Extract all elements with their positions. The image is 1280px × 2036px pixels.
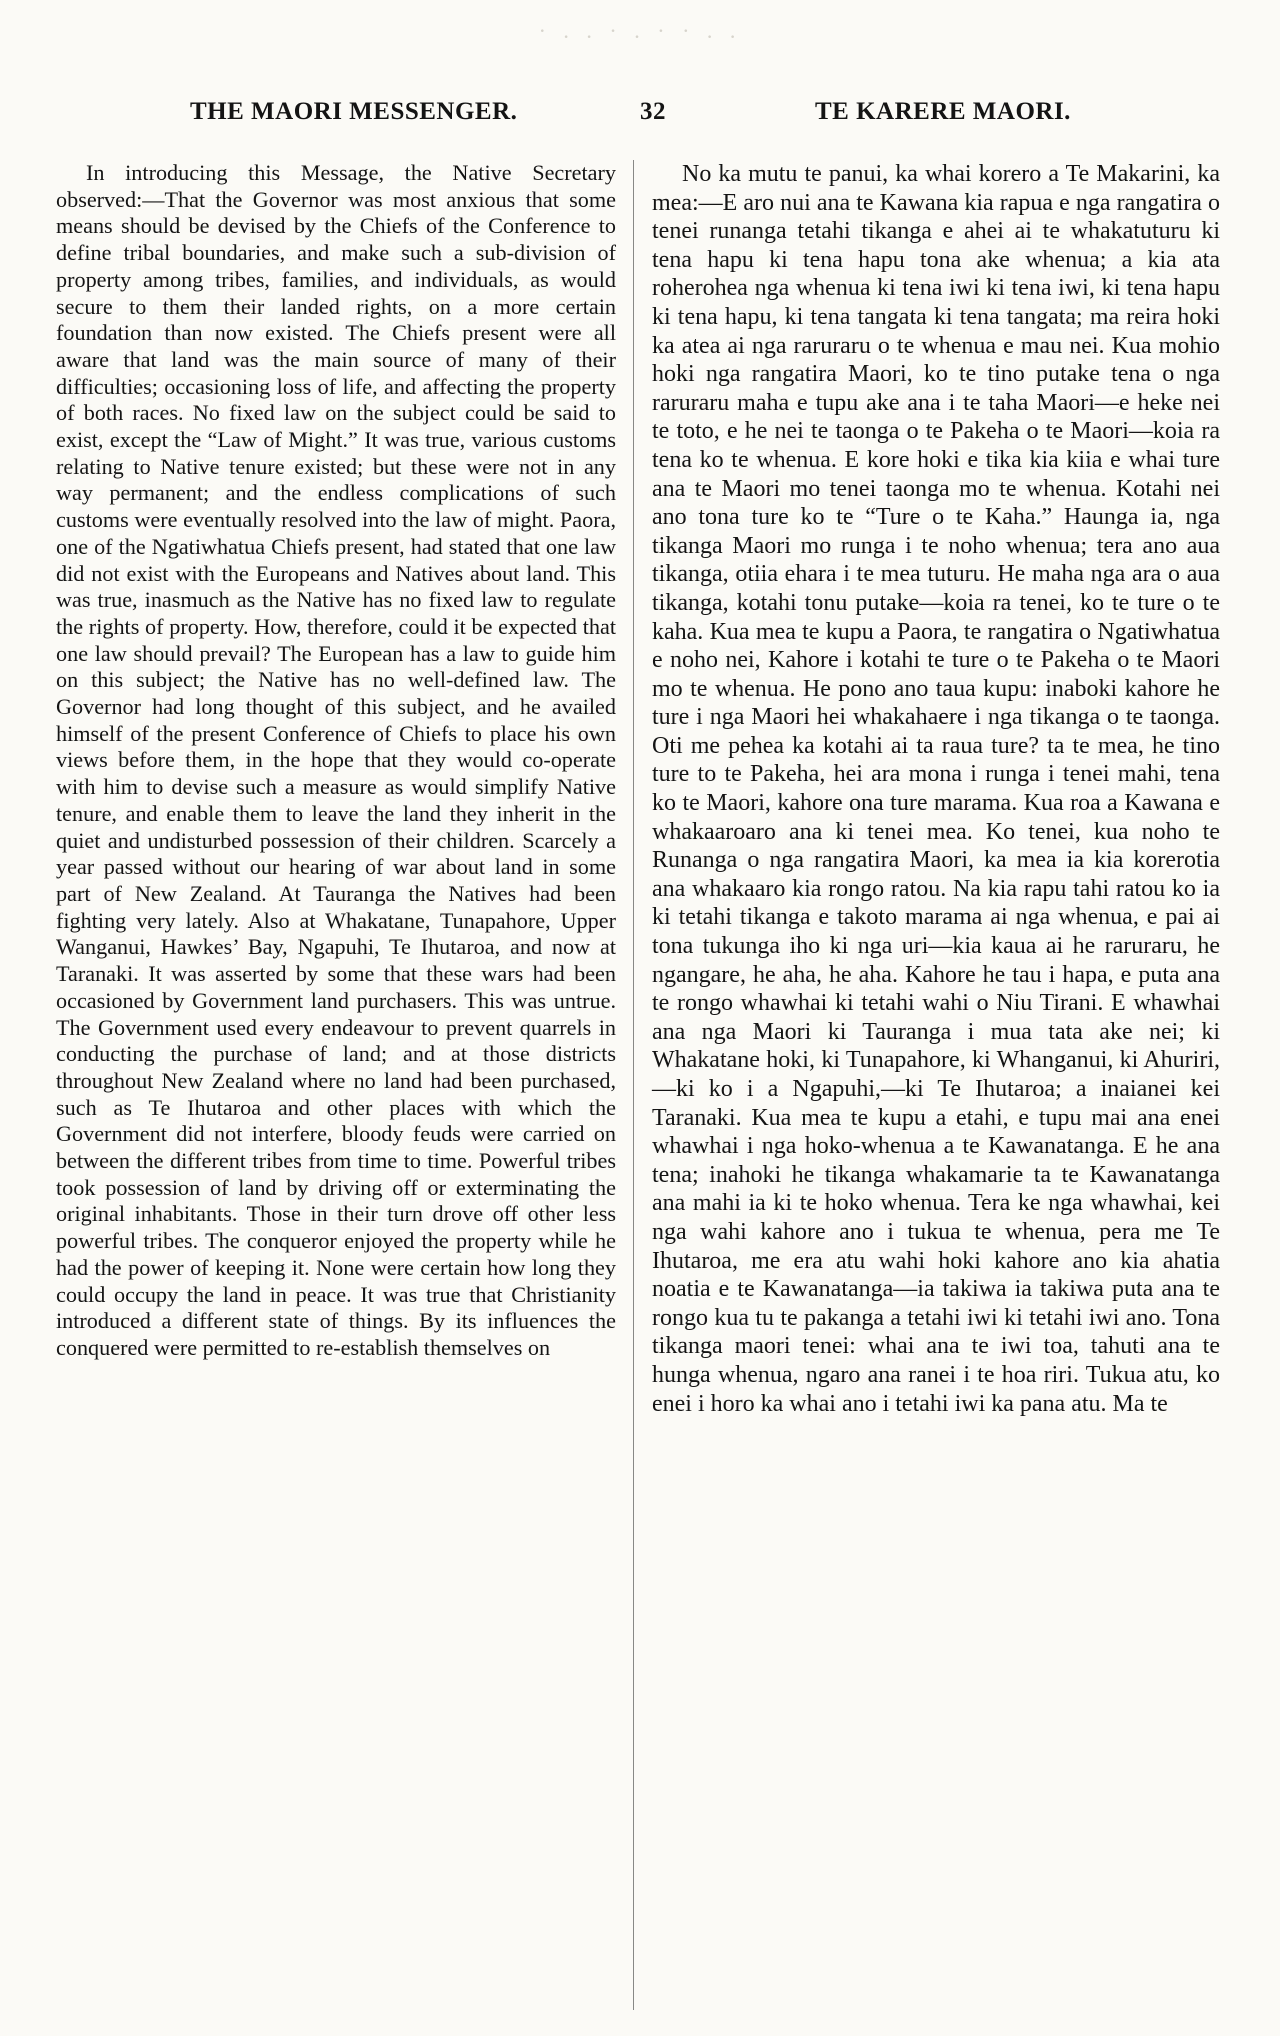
english-column [56,160,616,1362]
maori-masthead-title: TE KARERE MAORI. [815,98,1071,125]
column-divider [633,160,634,2010]
bleed-through-text: · . . · . · · . . [538,18,742,43]
english-masthead-title: THE MAORI MESSENGER. [190,98,518,125]
maori-paragraph: No ka mutu te panui, ka whai korero a Te Makarini, ka mea:—E aro nui ana te Kawana kia rapua e nga rangatira o tenei runanga tetahi tikanga e ahei ai te whakatuturu ki tena hapu ki tena hapu tona ake whenua; a kia ata roherohea nga whenua ki tena iwi ki tena iwi, ki tena hapu ki tena hapu, ki tena tangata ki tena tangata; ma reira hoki ka atea ai nga raruraru o te whenua e mau nei. Kua mohio hoki nga rangatira Maori, ko te tino putake tena o nga raruraru maha e tupu ake ana i te taha Maori—e heke nei te toto, e he nei te taonga o te Pakeha o te Maori—koia ra tena ko te whenua. E kore hoki e tika kia kiia e whai ture ana te Maori mo tenei taonga mo te whenua. Kotahi nei ano tona ture ko te “Ture o te Kaha.” Haunga ia, nga tikanga Maori mo runga i te noho whenua; tera ano aua tikanga, otiia ehara i te mea tuturu. He maha nga ara o aua tikanga, kotahi tonu putake—koia ra tenei, ko te ture o te kaha. Kua mea te kupu a Paora, te rangatira o Ngatiwhatua e noho nei, Kahore i kotahi te ture o te Pakeha o te Maori mo te whenua. He pono ano taua kupu: inaboki kahore he ture i nga Maori hei whakahaere i nga tikanga o te taonga. Oti me pehea ka kotahi ai ta raua ture? ta te mea, he tino ture to te Pakeha, hei ara mona i runga i tenei mahi, tena ko te Maori, kahore ona ture marama. Kua roa a Kawana e whakaaroaro ana ki tenei mea. Ko tenei, kua noho te Runanga o nga rangatira Maori, ka mea ia kia korerotia ana whakaaro kia rongo ratou. Na kia rapu tahi ratou ko ia ki tetahi tikanga e takoto marama ai nga whenua, e pai ai tona tukunga iho ki nga uri—kia kaua ai he raruraru, he ngangare, he aha, he aha. Kahore he tau i hapa, e puta ana te rongo whawhai ki tetahi wahi o Niu Tirani. E whawhai ana nga Maori ki Tauranga i mua tata ake nei; ki Whakatane hoki, ki Tunapahore, ki Whanganui, ki Ahuriri,—ki ko i a Ngapuhi,—ki Te Ihutaroa; a inaianei kei Taranaki. Kua mea te kupu a etahi, e tupu mai ana enei whawhai i nga hoko-whenua a te Kawanatanga. E he ana tena; inahoki he tikanga whakamarie ta te Kawanatanga ana mahi ia ki te hoko whenua. Tera ke nga whawhai, kei nga wahi kahore ano i tukua te whenua, pera me Te Ihutaroa, me era atu wahi hoki kahore ano kia ahatia noatia e te Kawanatanga—ia takiwa ia takiwa puta ana te rongo kua tu te pakanga a tetahi iwi ki tetahi iwi ano. Tona tikanga maori tenei: whai ana te iwi toa, tahuti ana te hunga whenua, ngaro ana ranei i te hoa riri. Tukua atu, ko enei i horo ka whai ano i tetahi iwi ka pana atu. Ma te [652,161,1220,1417]
page-number: 32 [640,98,666,125]
english-paragraph: In introducing this Message, the Native Secretary observed:—That the Governor was most anxious that some means should be devised by the Chiefs of the Conference to define tribal boundaries, and make such a sub-division of property among tribes, families, and individuals, as would secure to them their landed rights, on a more certain foundation than now existed. The Chiefs present were all aware that land was the main source of many of their difficulties; occasioning loss of life, and affecting the property of both races. No fixed law on the subject could be said to exist, except the “Law of Might.” It was true, various customs relating to Native tenure existed; but these were not in any way permanent; and the endless complications of such customs were eventually resolved into the law of might. Paora, one of the Ngatiwhatua Chiefs present, had stated that one law did not exist with the Europeans and Natives about land. This was true, inasmuch as the Native has no fixed law to regulate the rights of property. How, therefore, could it be expected that one law should prevail? The European has a law to guide him on this subject; the Native has no well-defined law. The Governor had long thought of this subject, and he availed himself of the present Conference of Chiefs to place his own views before them, in the hope that they would co-operate with him to devise such a measure as would simplify Native tenure, and enable them to leave the land they inherit in the quiet and undisturbed possession of their children. Scarcely a year passed without our hearing of war about land in some part of New Zealand. At Tauranga the Natives had been fighting very lately. Also at Whakatane, Tunapahore, Upper Wanganui, Hawkes’ Bay, Ngapuhi, Te Ihutaroa, and now at Taranaki. It was asserted by some that these wars had been occasioned by Government land purchasers. This was untrue. The Government used every endeavour to prevent quarrels in conducting the purchase of land; and at those districts throughout New Zealand where no land had been purchased, such as Te Ihutaroa and other places with which the Government did not interfere, bloody feuds were carried on between the different tribes from time to time. Powerful tribes took possession of land by driving off or exterminating the original inhabitants. Those in their turn drove off other less powerful tribes. The conqueror enjoyed the property while he had the power of keeping it. None were certain how long they could occupy the land in peace. It was true that Christianity introduced a different state of things. By its influences the conquered were permitted to re-establish themselves on [56,160,616,1360]
maori-column [652,160,1220,1418]
running-head [190,98,1190,134]
